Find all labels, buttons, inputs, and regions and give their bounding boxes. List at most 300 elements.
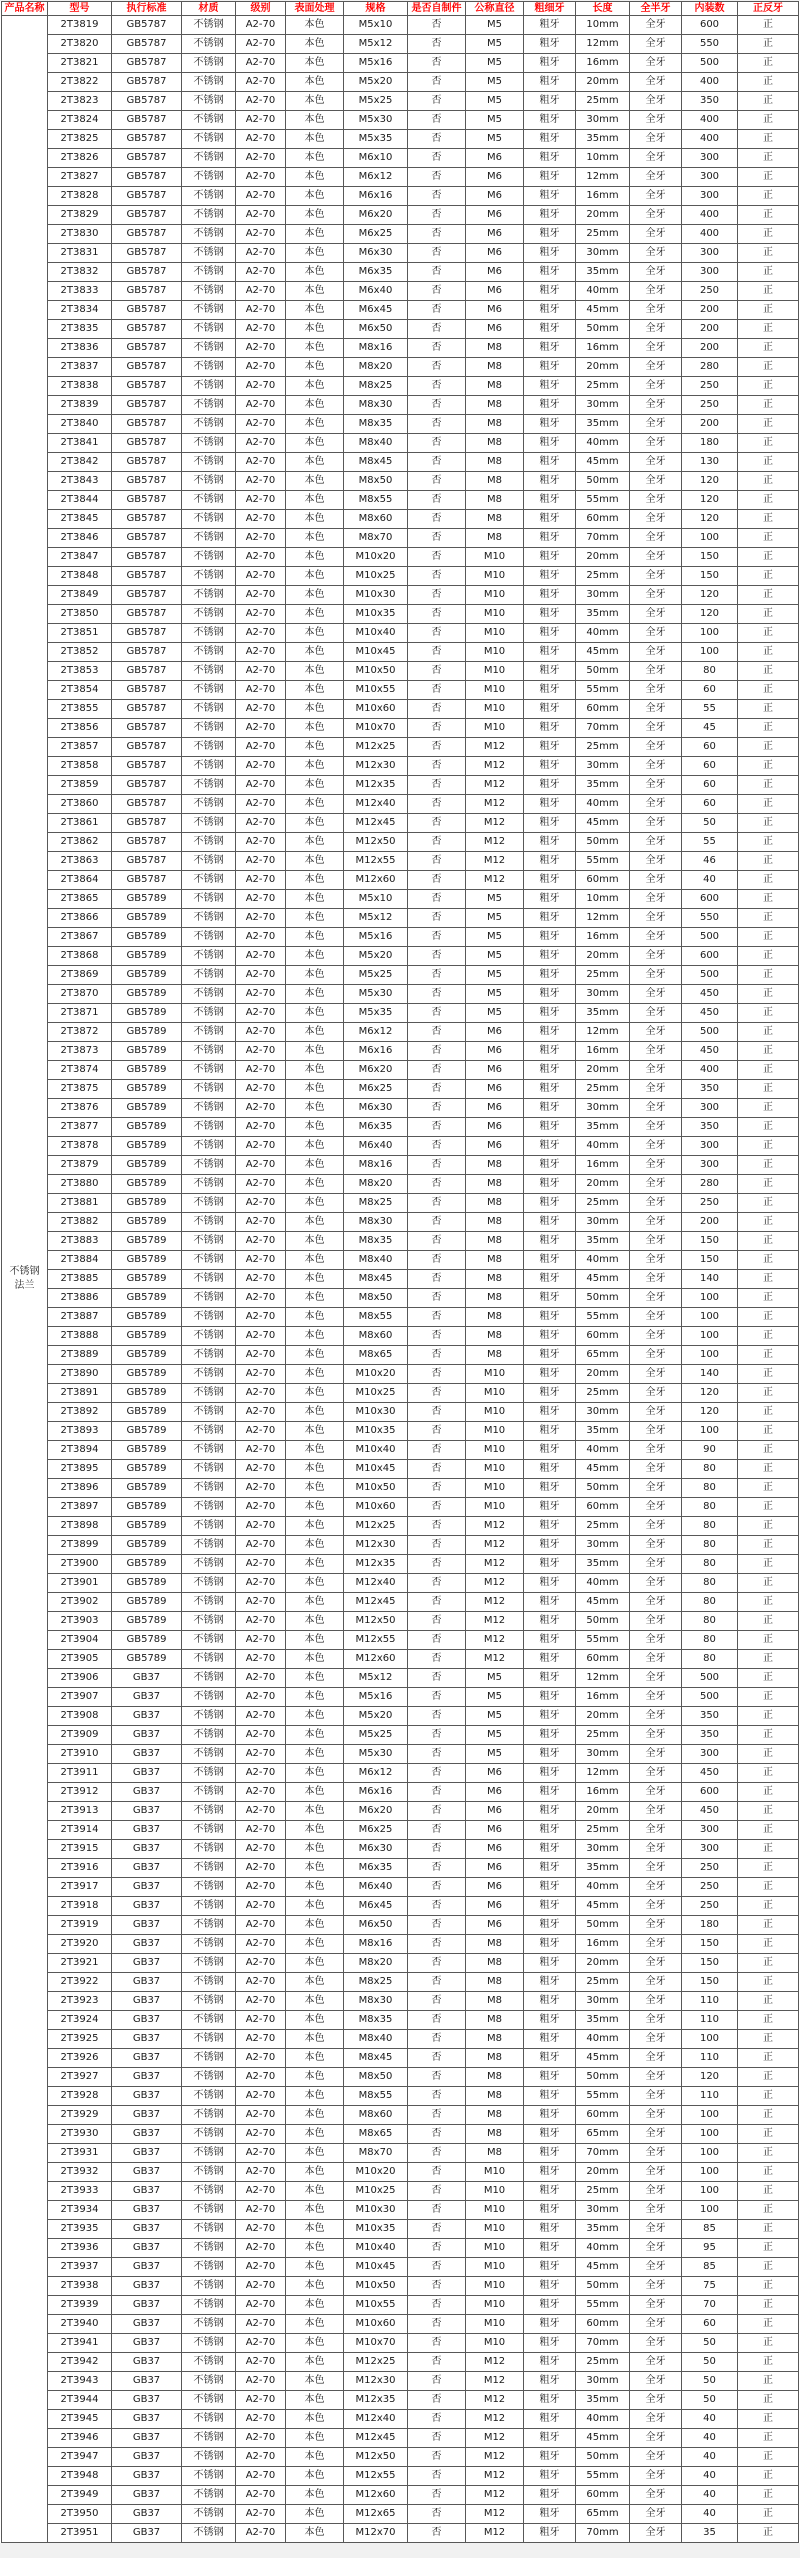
cell-spec: M8x50	[344, 1289, 408, 1308]
cell-model: 2T3946	[48, 2429, 112, 2448]
cell-diameter: M8	[466, 1327, 524, 1346]
cell-surface: 本色	[286, 2258, 344, 2277]
table-row	[2, 1270, 799, 1289]
cell-diameter: M6	[466, 1023, 524, 1042]
cell-surface: 本色	[286, 966, 344, 985]
cell-length: 20mm	[576, 73, 630, 92]
cell-spec: M6x16	[344, 187, 408, 206]
cell-qty: 100	[682, 529, 738, 548]
cell-material: 不锈钢	[182, 1308, 236, 1327]
cell-surface: 本色	[286, 2296, 344, 2315]
cell-standard: GB37	[112, 1764, 182, 1783]
table-row	[2, 2163, 799, 2182]
cell-length: 25mm	[576, 738, 630, 757]
cell-direction: 正	[738, 1688, 799, 1707]
cell-qty: 80	[682, 1631, 738, 1650]
cell-surface: 本色	[286, 1669, 344, 1688]
cell-model: 2T3873	[48, 1042, 112, 1061]
cell-pitch: 粗牙	[524, 263, 576, 282]
cell-length: 35mm	[576, 605, 630, 624]
cell-length: 20mm	[576, 1954, 630, 1973]
cell-surface: 本色	[286, 1251, 344, 1270]
cell-length: 10mm	[576, 149, 630, 168]
cell-spec: M6x35	[344, 1118, 408, 1137]
cell-fullthread: 全牙	[630, 1745, 682, 1764]
cell-diameter: M6	[466, 320, 524, 339]
table-row	[2, 92, 799, 111]
cell-material: 不锈钢	[182, 1289, 236, 1308]
cell-direction: 正	[738, 852, 799, 871]
cell-selfmade: 否	[408, 1802, 466, 1821]
cell-diameter: M12	[466, 1574, 524, 1593]
table-row	[2, 1289, 799, 1308]
cell-qty: 120	[682, 586, 738, 605]
cell-selfmade: 否	[408, 605, 466, 624]
cell-spec: M12x45	[344, 814, 408, 833]
cell-qty: 50	[682, 814, 738, 833]
cell-selfmade: 否	[408, 2277, 466, 2296]
cell-grade: A2-70	[236, 814, 286, 833]
cell-pitch: 粗牙	[524, 700, 576, 719]
cell-surface: 本色	[286, 681, 344, 700]
cell-pitch: 粗牙	[524, 2087, 576, 2106]
cell-selfmade: 否	[408, 2391, 466, 2410]
cell-qty: 500	[682, 1669, 738, 1688]
cell-pitch: 粗牙	[524, 795, 576, 814]
cell-length: 55mm	[576, 2296, 630, 2315]
cell-qty: 350	[682, 1118, 738, 1137]
cell-model: 2T3936	[48, 2239, 112, 2258]
cell-fullthread: 全牙	[630, 586, 682, 605]
table-row	[2, 1460, 799, 1479]
cell-material: 不锈钢	[182, 377, 236, 396]
cell-qty: 400	[682, 1061, 738, 1080]
cell-selfmade: 否	[408, 2106, 466, 2125]
cell-model: 2T3921	[48, 1954, 112, 1973]
cell-diameter: M10	[466, 643, 524, 662]
cell-model: 2T3856	[48, 719, 112, 738]
cell-surface: 本色	[286, 814, 344, 833]
cell-surface: 本色	[286, 1783, 344, 1802]
cell-grade: A2-70	[236, 2505, 286, 2524]
cell-surface: 本色	[286, 1403, 344, 1422]
cell-qty: 60	[682, 738, 738, 757]
cell-length: 25mm	[576, 1384, 630, 1403]
cell-direction: 正	[738, 2467, 799, 2486]
cell-qty: 50	[682, 2353, 738, 2372]
cell-spec: M5x10	[344, 890, 408, 909]
cell-grade: A2-70	[236, 2220, 286, 2239]
cell-selfmade: 否	[408, 2182, 466, 2201]
cell-pitch: 粗牙	[524, 1118, 576, 1137]
cell-fullthread: 全牙	[630, 2467, 682, 2486]
table-row	[2, 1232, 799, 1251]
cell-standard: GB5789	[112, 1004, 182, 1023]
cell-diameter: M10	[466, 1365, 524, 1384]
cell-selfmade: 否	[408, 2049, 466, 2068]
cell-surface: 本色	[286, 1479, 344, 1498]
cell-selfmade: 否	[408, 1270, 466, 1289]
table-body	[2, 16, 799, 2543]
cell-fullthread: 全牙	[630, 1574, 682, 1593]
cell-standard: GB5787	[112, 111, 182, 130]
cell-selfmade: 否	[408, 1783, 466, 1802]
cell-direction: 正	[738, 1118, 799, 1137]
cell-selfmade: 否	[408, 320, 466, 339]
cell-material: 不锈钢	[182, 73, 236, 92]
cell-grade: A2-70	[236, 586, 286, 605]
cell-pitch: 粗牙	[524, 377, 576, 396]
cell-direction: 正	[738, 1574, 799, 1593]
cell-grade: A2-70	[236, 2391, 286, 2410]
cell-direction: 正	[738, 947, 799, 966]
cell-material: 不锈钢	[182, 2201, 236, 2220]
cell-material: 不锈钢	[182, 700, 236, 719]
cell-pitch: 粗牙	[524, 1023, 576, 1042]
cell-spec: M12x40	[344, 1574, 408, 1593]
cell-selfmade: 否	[408, 2239, 466, 2258]
cell-qty: 550	[682, 909, 738, 928]
cell-spec: M8x60	[344, 2106, 408, 2125]
cell-standard: GB37	[112, 2448, 182, 2467]
cell-fullthread: 全牙	[630, 1593, 682, 1612]
cell-grade: A2-70	[236, 1194, 286, 1213]
cell-grade: A2-70	[236, 54, 286, 73]
table-row	[2, 1441, 799, 1460]
cell-spec: M8x55	[344, 491, 408, 510]
cell-standard: GB5787	[112, 833, 182, 852]
cell-grade: A2-70	[236, 1042, 286, 1061]
cell-standard: GB5789	[112, 1631, 182, 1650]
cell-selfmade: 否	[408, 1194, 466, 1213]
cell-length: 20mm	[576, 947, 630, 966]
cell-diameter: M5	[466, 1707, 524, 1726]
cell-diameter: M6	[466, 263, 524, 282]
cell-material: 不锈钢	[182, 2372, 236, 2391]
cell-qty: 400	[682, 225, 738, 244]
cell-qty: 300	[682, 1821, 738, 1840]
cell-standard: GB37	[112, 2391, 182, 2410]
cell-selfmade: 否	[408, 1498, 466, 1517]
cell-material: 不锈钢	[182, 510, 236, 529]
cell-direction: 正	[738, 1384, 799, 1403]
cell-material: 不锈钢	[182, 1422, 236, 1441]
cell-standard: GB5787	[112, 434, 182, 453]
cell-grade: A2-70	[236, 1213, 286, 1232]
cell-diameter: M10	[466, 700, 524, 719]
cell-model: 2T3893	[48, 1422, 112, 1441]
cell-model: 2T3906	[48, 1669, 112, 1688]
cell-qty: 100	[682, 1422, 738, 1441]
cell-direction: 正	[738, 92, 799, 111]
cell-direction: 正	[738, 1631, 799, 1650]
table-row	[2, 2391, 799, 2410]
cell-material: 不锈钢	[182, 643, 236, 662]
cell-selfmade: 否	[408, 1384, 466, 1403]
cell-model: 2T3853	[48, 662, 112, 681]
cell-surface: 本色	[286, 2163, 344, 2182]
cell-diameter: M10	[466, 2163, 524, 2182]
cell-selfmade: 否	[408, 1726, 466, 1745]
cell-surface: 本色	[286, 2201, 344, 2220]
cell-pitch: 粗牙	[524, 1707, 576, 1726]
cell-diameter: M5	[466, 130, 524, 149]
cell-qty: 90	[682, 1441, 738, 1460]
cell-surface: 本色	[286, 434, 344, 453]
cell-diameter: M12	[466, 2486, 524, 2505]
cell-direction: 正	[738, 263, 799, 282]
cell-material: 不锈钢	[182, 2429, 236, 2448]
cell-direction: 正	[738, 2448, 799, 2467]
cell-material: 不锈钢	[182, 1840, 236, 1859]
table-row	[2, 16, 799, 35]
cell-model: 2T3929	[48, 2106, 112, 2125]
cell-model: 2T3823	[48, 92, 112, 111]
cell-pitch: 粗牙	[524, 928, 576, 947]
cell-surface: 本色	[286, 187, 344, 206]
cell-length: 16mm	[576, 339, 630, 358]
cell-length: 25mm	[576, 225, 630, 244]
cell-surface: 本色	[286, 263, 344, 282]
cell-diameter: M10	[466, 1441, 524, 1460]
cell-material: 不锈钢	[182, 2106, 236, 2125]
cell-standard: GB5787	[112, 719, 182, 738]
cell-selfmade: 否	[408, 1460, 466, 1479]
cell-qty: 100	[682, 2030, 738, 2049]
cell-standard: GB5789	[112, 1289, 182, 1308]
cell-selfmade: 否	[408, 1688, 466, 1707]
cell-grade: A2-70	[236, 795, 286, 814]
cell-standard: GB5789	[112, 1517, 182, 1536]
cell-model: 2T3869	[48, 966, 112, 985]
cell-grade: A2-70	[236, 2125, 286, 2144]
cell-direction: 正	[738, 624, 799, 643]
cell-fullthread: 全牙	[630, 2163, 682, 2182]
cell-standard: GB5789	[112, 1175, 182, 1194]
cell-diameter: M6	[466, 301, 524, 320]
cell-direction: 正	[738, 700, 799, 719]
table-row	[2, 795, 799, 814]
cell-spec: M8x16	[344, 1156, 408, 1175]
cell-spec: M8x20	[344, 1954, 408, 1973]
cell-model: 2T3867	[48, 928, 112, 947]
table-row	[2, 1916, 799, 1935]
cell-spec: M8x25	[344, 377, 408, 396]
cell-spec: M12x50	[344, 833, 408, 852]
cell-model: 2T3874	[48, 1061, 112, 1080]
cell-model: 2T3870	[48, 985, 112, 1004]
table-row	[2, 2144, 799, 2163]
cell-standard: GB37	[112, 1688, 182, 1707]
table-row	[2, 73, 799, 92]
cell-pitch: 粗牙	[524, 130, 576, 149]
cell-diameter: M12	[466, 2524, 524, 2543]
cell-fullthread: 全牙	[630, 1897, 682, 1916]
cell-model: 2T3939	[48, 2296, 112, 2315]
cell-qty: 80	[682, 1498, 738, 1517]
cell-model: 2T3830	[48, 225, 112, 244]
cell-standard: GB37	[112, 2030, 182, 2049]
cell-standard: GB5789	[112, 1479, 182, 1498]
cell-pitch: 粗牙	[524, 852, 576, 871]
cell-surface: 本色	[286, 1004, 344, 1023]
cell-standard: GB37	[112, 2486, 182, 2505]
cell-material: 不锈钢	[182, 852, 236, 871]
table-row	[2, 1669, 799, 1688]
cell-selfmade: 否	[408, 1707, 466, 1726]
cell-surface: 本色	[286, 510, 344, 529]
cell-grade: A2-70	[236, 2277, 286, 2296]
cell-qty: 120	[682, 1403, 738, 1422]
table-row	[2, 643, 799, 662]
cell-surface: 本色	[286, 738, 344, 757]
cell-spec: M12x60	[344, 2486, 408, 2505]
table-row	[2, 453, 799, 472]
cell-fullthread: 全牙	[630, 1802, 682, 1821]
cell-spec: M6x30	[344, 1840, 408, 1859]
cell-length: 45mm	[576, 643, 630, 662]
table-row	[2, 1156, 799, 1175]
cell-model: 2T3909	[48, 1726, 112, 1745]
cell-standard: GB5789	[112, 1346, 182, 1365]
cell-surface: 本色	[286, 206, 344, 225]
cell-material: 不锈钢	[182, 244, 236, 263]
cell-diameter: M8	[466, 2125, 524, 2144]
cell-spec: M10x45	[344, 2258, 408, 2277]
cell-selfmade: 否	[408, 2201, 466, 2220]
cell-fullthread: 全牙	[630, 168, 682, 187]
cell-model: 2T3938	[48, 2277, 112, 2296]
cell-fullthread: 全牙	[630, 548, 682, 567]
table-row	[2, 206, 799, 225]
cell-model: 2T3908	[48, 1707, 112, 1726]
cell-qty: 180	[682, 1916, 738, 1935]
cell-pitch: 粗牙	[524, 2448, 576, 2467]
cell-material: 不锈钢	[182, 2239, 236, 2258]
cell-spec: M5x30	[344, 985, 408, 1004]
cell-direction: 正	[738, 358, 799, 377]
cell-fullthread: 全牙	[630, 1783, 682, 1802]
cell-diameter: M8	[466, 2049, 524, 2068]
cell-pitch: 粗牙	[524, 643, 576, 662]
cell-diameter: M12	[466, 1536, 524, 1555]
cell-material: 不锈钢	[182, 2486, 236, 2505]
cell-grade: A2-70	[236, 1061, 286, 1080]
cell-surface: 本色	[286, 643, 344, 662]
cell-length: 55mm	[576, 852, 630, 871]
cell-material: 不锈钢	[182, 928, 236, 947]
cell-surface: 本色	[286, 1422, 344, 1441]
cell-standard: GB5789	[112, 890, 182, 909]
cell-qty: 140	[682, 1270, 738, 1289]
cell-model: 2T3891	[48, 1384, 112, 1403]
cell-grade: A2-70	[236, 567, 286, 586]
cell-model: 2T3926	[48, 2049, 112, 2068]
table-row	[2, 871, 799, 890]
cell-length: 30mm	[576, 1536, 630, 1555]
cell-diameter: M8	[466, 1973, 524, 1992]
table-row	[2, 168, 799, 187]
cell-selfmade: 否	[408, 1289, 466, 1308]
cell-length: 70mm	[576, 2144, 630, 2163]
cell-model: 2T3913	[48, 1802, 112, 1821]
cell-standard: GB37	[112, 1840, 182, 1859]
cell-model: 2T3912	[48, 1783, 112, 1802]
cell-selfmade: 否	[408, 2315, 466, 2334]
cell-standard: GB5787	[112, 358, 182, 377]
cell-fullthread: 全牙	[630, 1289, 682, 1308]
cell-selfmade: 否	[408, 2334, 466, 2353]
cell-length: 12mm	[576, 1669, 630, 1688]
cell-grade: A2-70	[236, 73, 286, 92]
cell-fullthread: 全牙	[630, 1194, 682, 1213]
cell-surface: 本色	[286, 1061, 344, 1080]
cell-standard: GB5787	[112, 795, 182, 814]
cell-fullthread: 全牙	[630, 814, 682, 833]
cell-pitch: 粗牙	[524, 776, 576, 795]
cell-direction: 正	[738, 1612, 799, 1631]
cell-surface: 本色	[286, 2239, 344, 2258]
cell-direction: 正	[738, 1080, 799, 1099]
cell-diameter: M5	[466, 92, 524, 111]
cell-direction: 正	[738, 2239, 799, 2258]
cell-qty: 350	[682, 92, 738, 111]
cell-material: 不锈钢	[182, 814, 236, 833]
cell-length: 55mm	[576, 1631, 630, 1650]
cell-pitch: 粗牙	[524, 1270, 576, 1289]
cell-spec: M10x50	[344, 2277, 408, 2296]
cell-diameter: M8	[466, 2068, 524, 2087]
cell-diameter: M6	[466, 1802, 524, 1821]
cell-qty: 100	[682, 643, 738, 662]
cell-length: 50mm	[576, 472, 630, 491]
cell-fullthread: 全牙	[630, 1631, 682, 1650]
cell-spec: M12x45	[344, 1593, 408, 1612]
cell-length: 30mm	[576, 1213, 630, 1232]
cell-length: 60mm	[576, 2315, 630, 2334]
cell-length: 50mm	[576, 320, 630, 339]
cell-standard: GB5787	[112, 301, 182, 320]
cell-model: 2T3927	[48, 2068, 112, 2087]
cell-grade: A2-70	[236, 1251, 286, 1270]
cell-selfmade: 否	[408, 1346, 466, 1365]
cell-grade: A2-70	[236, 1764, 286, 1783]
cell-spec: M12x35	[344, 776, 408, 795]
cell-standard: GB5787	[112, 757, 182, 776]
cell-grade: A2-70	[236, 1479, 286, 1498]
cell-qty: 450	[682, 1004, 738, 1023]
cell-direction: 正	[738, 2049, 799, 2068]
cell-surface: 本色	[286, 2429, 344, 2448]
cell-length: 20mm	[576, 1802, 630, 1821]
cell-pitch: 粗牙	[524, 1745, 576, 1764]
cell-surface: 本色	[286, 73, 344, 92]
cell-grade: A2-70	[236, 111, 286, 130]
cell-spec: M6x10	[344, 149, 408, 168]
cell-diameter: M12	[466, 852, 524, 871]
cell-model: 2T3858	[48, 757, 112, 776]
cell-material: 不锈钢	[182, 2334, 236, 2353]
cell-qty: 60	[682, 776, 738, 795]
cell-standard: GB5789	[112, 1213, 182, 1232]
cell-diameter: M8	[466, 2144, 524, 2163]
cell-length: 55mm	[576, 1308, 630, 1327]
cell-standard: GB5787	[112, 168, 182, 187]
cell-direction: 正	[738, 2486, 799, 2505]
cell-spec: M5x30	[344, 111, 408, 130]
cell-fullthread: 全牙	[630, 852, 682, 871]
cell-spec: M10x45	[344, 643, 408, 662]
